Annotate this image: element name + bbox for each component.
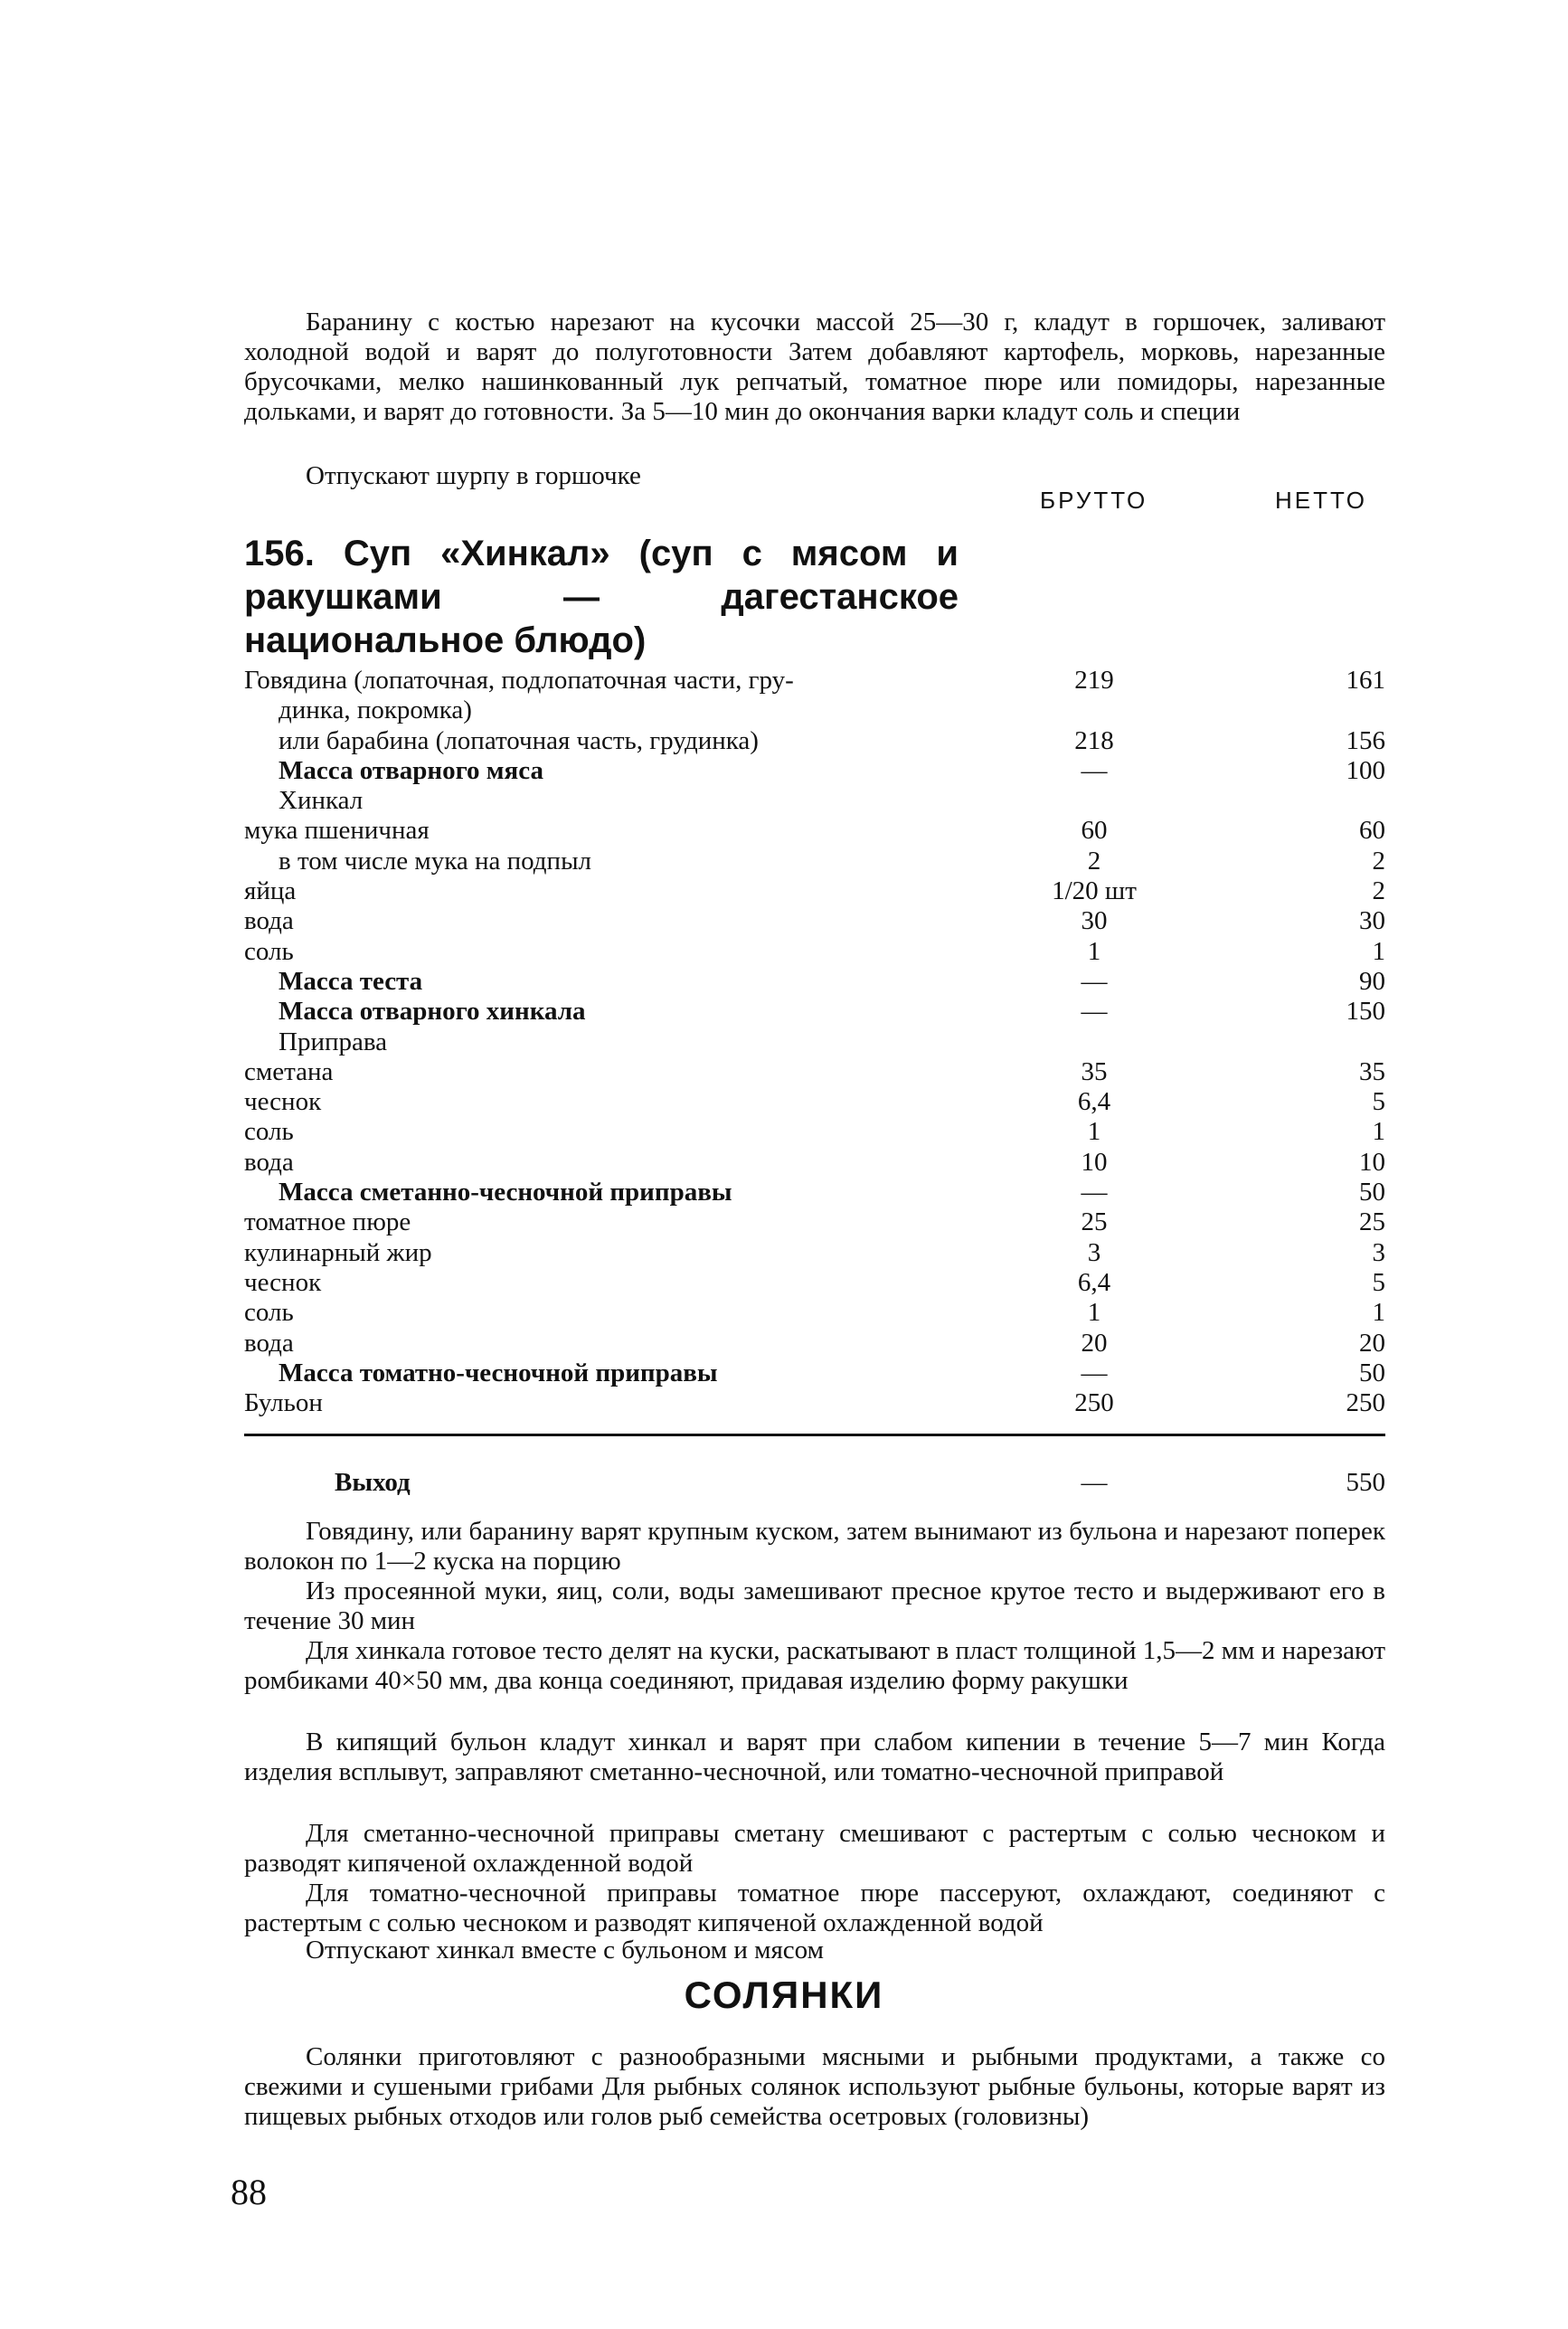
brutto-value: — bbox=[1081, 1178, 1108, 1207]
brutto-value: 25 bbox=[1081, 1207, 1108, 1237]
netto-value: 2 bbox=[1372, 846, 1385, 876]
brutto-value: 2 bbox=[1087, 846, 1101, 876]
table-row bbox=[244, 876, 1385, 906]
ingredient-name: Масса сметанно-чесночной приправы bbox=[279, 1178, 732, 1207]
section-heading: СОЛЯНКИ bbox=[684, 1974, 884, 2016]
ingredient-name: кулинарный жир bbox=[244, 1237, 432, 1267]
table-row bbox=[244, 1117, 1385, 1147]
table-row bbox=[244, 1207, 1385, 1237]
brutto-value: 3 bbox=[1087, 1237, 1101, 1267]
brutto-value: 1 bbox=[1087, 936, 1101, 966]
table-row bbox=[244, 726, 1385, 756]
table-row bbox=[244, 1178, 1385, 1207]
instruction-paragraph: Говядину, или баранину варят крупным куском, затем вынимают из бульона и нарезают поперек волокон по 1—2 куска на порцию bbox=[244, 1517, 1385, 1576]
ingredient-name: вода bbox=[244, 1328, 294, 1358]
brutto-value: 1/20 шт bbox=[1052, 876, 1137, 906]
brutto-value: 1 bbox=[1087, 1298, 1101, 1328]
table-row bbox=[244, 756, 1385, 786]
netto-value: 30 bbox=[1359, 906, 1385, 936]
brutto-value: 30 bbox=[1081, 906, 1108, 936]
netto-value: 100 bbox=[1346, 755, 1385, 785]
ingredients-table bbox=[244, 666, 1385, 1418]
ingredient-name: Масса отварного хинкала bbox=[279, 997, 586, 1027]
ingredient-name: чеснок bbox=[244, 1267, 322, 1297]
table-row bbox=[244, 666, 1385, 726]
instruction-paragraph: В кипящий бульон кладут хинкал и варят при слабом кипении в течение 5—7 мин Когда изделия всплывут, заправляют сметанно-чесночной, или томатно-чесночной приправой bbox=[244, 1728, 1385, 1786]
ingredient-name: вода bbox=[244, 906, 294, 936]
ingredient-name: соль bbox=[244, 1117, 294, 1147]
ingredient-name: яйца bbox=[244, 876, 297, 906]
instruction-paragraph: Отпускают хинкал вместе с бульоном и мясом bbox=[306, 1936, 824, 1965]
netto-value: 1 bbox=[1372, 1117, 1385, 1147]
brutto-value: 6,4 bbox=[1077, 1087, 1111, 1117]
ingredient-name: вода bbox=[244, 1147, 294, 1177]
recipe-title: 156. Суп «Хинкал» (суп с мясом и ракушками — дагестанское национальное блюдо) bbox=[244, 534, 959, 660]
ingredient-name: чеснок bbox=[244, 1087, 322, 1117]
netto-value: 150 bbox=[1346, 997, 1385, 1027]
brutto-value: 35 bbox=[1081, 1056, 1108, 1086]
section-paragraph: Солянки приготовляют с разнообразными мясными и рыбными продуктами, а также со свежими и сушеными грибами Для рыбных солянок используют рыбные бульоны, которые варят из пищевых рыбных отходов или голов рыб семейства осетровых (головизны) bbox=[244, 2042, 1385, 2131]
netto-value: 250 bbox=[1346, 1388, 1385, 1418]
netto-value: 50 bbox=[1359, 1178, 1385, 1207]
netto-value: 35 bbox=[1359, 1056, 1385, 1086]
table-row bbox=[244, 1148, 1385, 1178]
ingredient-name: Масса томатно-чесночной приправы bbox=[279, 1358, 718, 1387]
intro-paragraph: Баранину с костью нарезают на кусочки массой 25—30 г, кладут в горшочек, заливают холодной водой и варят до полуготовности Затем добавляют картофель, морковь, нарезанные брусочками, мелко нашинкованный лук репчатый, томатное пюре или помидоры, нарезанные дольками, и варят до готовности. За 5—10 мин до окончания варки кладут соль и специи bbox=[244, 308, 1385, 426]
ingredient-name: Масса отварного мяса bbox=[279, 755, 543, 785]
ingredient-name: в том числе мука на подпыл bbox=[279, 846, 592, 876]
brutto-value: 219 bbox=[1074, 666, 1114, 695]
instruction-paragraph: Из просеянной муки, яиц, соли, воды замешивают пресное крутое тесто и выдерживают его в течение 30 мин bbox=[244, 1576, 1385, 1635]
table-row bbox=[244, 1388, 1385, 1418]
ingredient-name: мука пшеничная bbox=[244, 816, 430, 846]
netto-value: 156 bbox=[1346, 725, 1385, 755]
brutto-value: 250 bbox=[1074, 1388, 1114, 1418]
table-row bbox=[244, 1329, 1385, 1359]
table-row bbox=[244, 847, 1385, 876]
brutto-value: — bbox=[1081, 755, 1108, 785]
netto-value: 20 bbox=[1359, 1328, 1385, 1358]
netto-value: 1 bbox=[1372, 1298, 1385, 1328]
netto-value: 50 bbox=[1359, 1358, 1385, 1387]
brutto-value: 6,4 bbox=[1077, 1267, 1111, 1297]
ingredient-name: или барабина (лопаточная часть, грудинка) bbox=[279, 725, 759, 755]
ingredient-name: соль bbox=[244, 1298, 294, 1328]
table-row bbox=[244, 1027, 1385, 1057]
brutto-value: — bbox=[1081, 1358, 1108, 1387]
netto-value: 2 bbox=[1372, 876, 1385, 906]
ingredient-name: сметана bbox=[244, 1056, 334, 1086]
page-number: 88 bbox=[231, 2172, 267, 2212]
netto-value: 25 bbox=[1359, 1207, 1385, 1237]
table-row bbox=[244, 1238, 1385, 1268]
netto-value: 10 bbox=[1359, 1147, 1385, 1177]
table-row bbox=[244, 816, 1385, 846]
brutto-value: 218 bbox=[1074, 725, 1114, 755]
table-row bbox=[244, 967, 1385, 997]
brutto-value: 60 bbox=[1081, 816, 1108, 846]
ingredient-name: томатное пюре bbox=[244, 1207, 411, 1237]
table-row bbox=[244, 997, 1385, 1027]
ingredient-name: Приправа bbox=[279, 1027, 388, 1056]
yield-brutto: — bbox=[1081, 1468, 1108, 1497]
instruction-paragraph: Для хинкала готовое тесто делят на куски, раскатывают в пласт толщиной 1,5—2 мм и нарезают ромбиками 40×50 мм, два конца соединяют, придавая изделию форму ракушки bbox=[244, 1636, 1385, 1695]
brutto-value: 1 bbox=[1087, 1117, 1101, 1147]
instruction-paragraph: Для томатно-чесночной приправы томатное пюре пассеруют, охлаждают, соединяют с растертым с солью чесноком и разводят кипяченой охлажденной водой bbox=[244, 1879, 1385, 1937]
ingredient-name: Масса теста bbox=[279, 966, 423, 996]
table-row bbox=[244, 786, 1385, 816]
ingredient-name: соль bbox=[244, 936, 294, 966]
column-header-netto: НЕТТО bbox=[1275, 487, 1367, 514]
ingredient-name: Бульон bbox=[244, 1388, 323, 1418]
table-row bbox=[244, 1268, 1385, 1298]
netto-value: 3 bbox=[1372, 1237, 1385, 1267]
column-header-brutto: БРУТТО bbox=[1040, 487, 1148, 514]
ingredient-name: Говядина (лопаточная, подлопаточная части, гру- динка, покромка) bbox=[244, 666, 794, 724]
table-row bbox=[244, 1087, 1385, 1117]
brutto-value: 20 bbox=[1081, 1328, 1108, 1358]
brutto-value: 10 bbox=[1081, 1147, 1108, 1177]
table-row bbox=[244, 906, 1385, 936]
table-row bbox=[244, 1298, 1385, 1328]
table-divider bbox=[244, 1434, 1385, 1436]
brutto-value: — bbox=[1081, 966, 1108, 996]
ingredient-name: Хинкал bbox=[279, 786, 364, 816]
netto-value: 5 bbox=[1372, 1267, 1385, 1297]
netto-value: 1 bbox=[1372, 936, 1385, 966]
table-row bbox=[244, 937, 1385, 967]
netto-value: 90 bbox=[1359, 966, 1385, 996]
yield-label: Выход bbox=[335, 1468, 411, 1497]
instruction-paragraph: Для сметанно-чесночной приправы сметану смешивают с растертым с солью чесноком и разводят кипяченой охлажденной водой bbox=[244, 1819, 1385, 1878]
netto-value: 5 bbox=[1372, 1087, 1385, 1117]
netto-value: 60 bbox=[1359, 816, 1385, 846]
brutto-value: — bbox=[1081, 997, 1108, 1027]
table-row bbox=[244, 1359, 1385, 1388]
netto-value: 161 bbox=[1346, 666, 1385, 695]
yield-netto: 550 bbox=[1346, 1468, 1385, 1497]
table-row bbox=[244, 1057, 1385, 1087]
serving-note: Отпускают шурпу в горшочке bbox=[306, 461, 641, 490]
